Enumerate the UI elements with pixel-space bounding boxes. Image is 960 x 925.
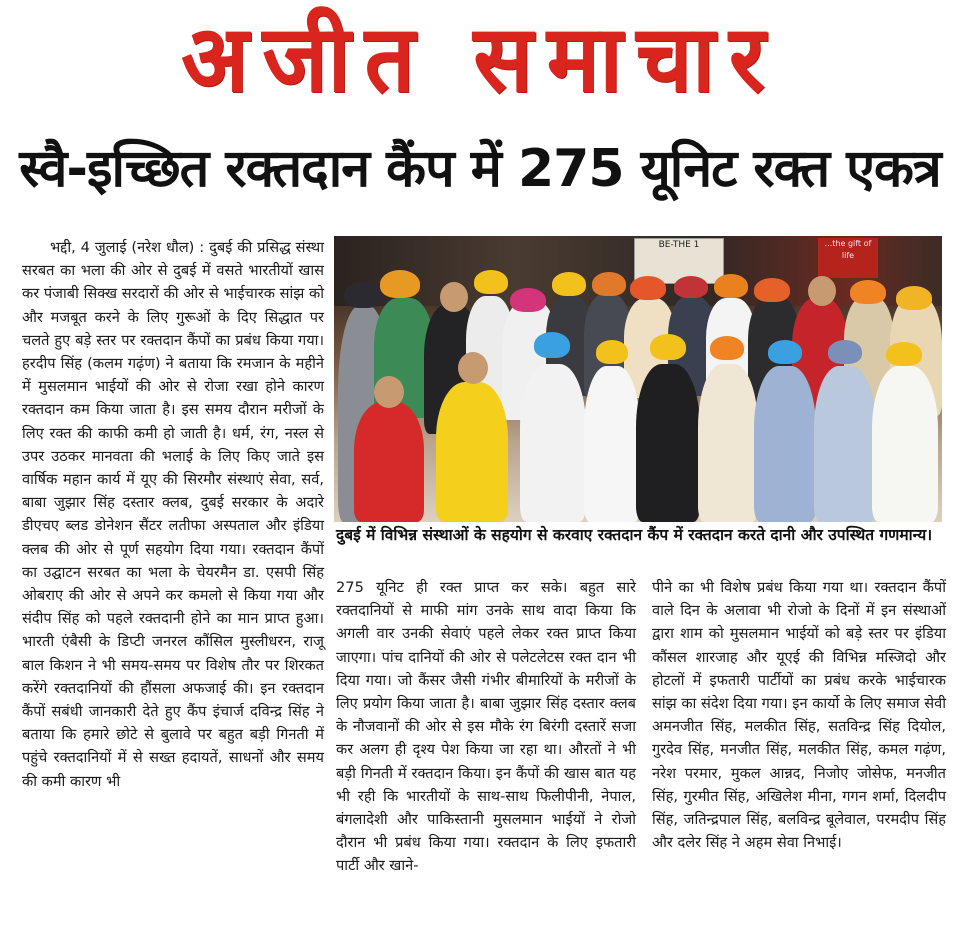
photo-turban [714,274,748,298]
article-photo [334,236,942,522]
photo-turban [828,340,862,364]
photo-turban [896,286,932,310]
photo-turban [552,272,586,296]
photo-turban [886,342,922,366]
photo-turban [850,280,886,304]
photo-head [458,352,488,384]
photo-turban [380,270,420,298]
photo-person [436,382,508,522]
photo-turban [650,334,686,360]
article-column-2: 275 यूनिट ही रक्त प्राप्त कर सके। बहुत सारे रक्तदानियों से माफी मांग उनके साथ वादा किया कि अगली वार उनकी सेवाएं पहले लेकर रक्त प्राप्त किया जाएगा। पांच दानियों की ओर से पलेटलेटस रक्त दान भी दिया गया। जो कैंसर जैसी गंभीर बीमारियों के मरीजों के लिए प्रयोग किया जाता है। बाबा जुझार सिंह दस्तार क्लब के नौजवानों की ओर से इस मौके रंग बिरंगी दस्तारें सजा कर अलग ही दृश्य पेश किया जा रहा था। औरतों ने भी बड़ी गिनती में रक्तदान किया। इन कैंपों की खास बात यह भी रही कि भारतीयों के साथ-साथ फिलीपीनी, नेपाल, बंगलादेशी और पाकिस्तानी मुसलमान भाईयों ने रोजो दौरान भी प्रबंध किया गया। रक्तदान के लिए इफतारी पार्टी और खाने- [336,579,636,875]
photo-banner-left: BE-THE 1 [634,238,724,284]
photo-turban [630,276,666,300]
photo-turban [510,288,546,312]
photo-banner-right: ...the gift of life [818,238,878,278]
photo-turban [674,276,708,298]
photo-turban [754,278,790,302]
photo-person [636,364,700,522]
photo-turban [596,340,628,364]
newspaper-logo: अजीत समाचार [181,4,779,113]
newspaper-masthead [0,0,960,122]
photo-head [808,276,836,306]
photo-person [354,402,424,522]
photo-person [872,366,938,522]
photo-person [698,364,758,522]
photo-person [584,366,640,522]
photo-turban [344,282,382,308]
photo-turban [710,336,744,360]
photo-turban [768,340,802,364]
photo-turban [474,270,508,294]
photo-person [520,364,586,522]
photo-person [754,366,816,522]
photo-person [814,366,876,522]
photo-caption: दुबई में विभिन्न संस्थाओं के सहयोग से करवाए रक्तदान कैंप में रक्तदान करते दानी और उपस्थित गणमान्य। [336,526,933,544]
photo-head [440,282,468,312]
photo-turban [592,272,626,296]
article-headline: स्वै-इच्छित रक्तदान कैंप में 275 यूनिट रक्त एकत्र [19,139,941,199]
photo-turban [534,332,570,358]
article-column-1: भद्दी, 4 जुलाई (नरेश धौल) : दुबई की प्रसिद्ध संस्था सरबत का भला की ओर से दुबई में वसते भारतीयों खास कर पंजाबी सिक्ख सरदारों की ओर से भाईचारक सांझ को और मजबूत करने के लिए गुरूओं के दिए सिद्धात पर चलते हुए बड़े स्तर पर रक्तदान कैंपों का प्रबंध किया गया। हरदीप सिंह (कलम गढ़ंण) ने बताया कि रमजान के महीने में मुसलमान भाईयों की ओर से रोजा रखा होने कारण रक्तदान कम किया जाता है। इस समय दौरान मरीजों के लिए रक्त की काफी कमी हो जाती है। धर्म, रंग, नस्ल से उपर उठकर मानवता की भलाई के लिए किए जाते इस वार्षिक महान कार्य में यूए की सिरमौर संस्थाएं सेवा, सर्व, बाबा जुझार सिंह दस्तार क्लब, दुबई सरकार के अदारे डीएचए ब्लड डोनेशन सैंटर लतीफा अस्पताल और इंडिया क्लब की ओर से पूर्ण सहयोग दिया गया। रक्तदान कैंपों का उद्घाटन सरबत का भला के चेयरमैन डा. एसपी सिंह ओबराए की ओर से अपने कर कमलो से किया गया और संदीप सिंह को पहले रक्तदानी होने का मान प्राप्त हुआ। भारती एंबैसी के डिप्टी जनरल कौंसिल मुस्लीधरन, राजू बाल किशन ने भी समय-समय पर विशेष तौर पर शिरकत करेंगे रक्तदानियों की हौंसला अफजाई की। इन रक्तदान कैंपों सबंधी जानकारी देते हुए कैंप इंचार्ज दविन्द्र सिंह ने बताया कि हमारे छोटे से बुलावे पर बहुत बड़ी गिनती में पहुंचे रक्तदानियों में से सख्त हदायतें, साधनों और समय की कमी कारण भी [22,239,324,790]
article-column-3: पीने का भी विशेष प्रबंध किया गया था। रक्तदान कैंपों वाले दिन के अलावा भी रोजो के दिनों में इन संस्थाओं द्वारा शाम को मुसलमान भाईयों को बड़े स्तर पर इंडिया कौंसल शारजाह और यूएई की विभिन्न मस्जिदो और होटलों में इफतारी पार्टीयों का प्रबंध करके भाईचारक सांझ का संदेश दिया गया। इन कार्यो के लिए समाज सेवी अमनजीत सिंह, मलकीत सिंह, सतविन्द्र सिंह दियोल, गुरदेव सिंह, मनजीत सिंह, मलकीत सिंह, कमल गढ़ंण, नरेश परमार, मुकल आन्नद, निजोए जोसेफ, मनजीत सिंह, गुरमीत सिंह, अखिलेश मीना, गगन शर्मा, दिलदीप सिंह, जतिन्द्रपाल सिंह, बलविन्द्र बूलेवाल, परमदीप सिंह और दलेर सिंह ने अहम सेवा निभाई। [652,579,946,852]
photo-head [374,376,404,408]
